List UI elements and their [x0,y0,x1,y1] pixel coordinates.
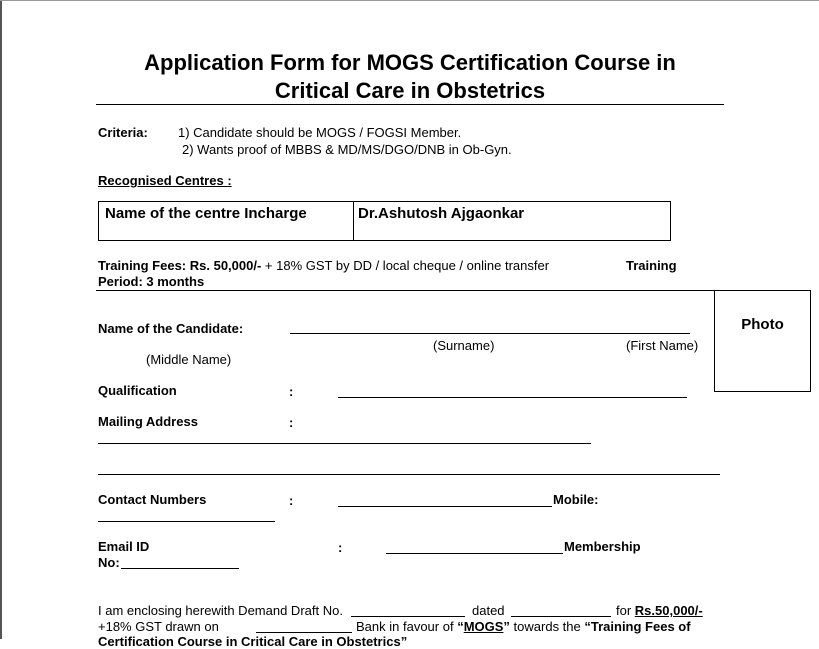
declaration-line-3: Certification Course in Critical Care in Obstetrics” [98,634,408,649]
fees-line [98,258,549,273]
first-name-caption: (First Name) [626,338,699,353]
email-field[interactable] [386,553,563,554]
photo-box [714,290,811,392]
quote-close: ” [503,619,510,634]
email-label: Email ID [98,539,150,554]
recognised-centres-heading: Recognised Centres : [98,173,232,188]
quote-open: “ [457,619,464,634]
declaration-line-1 [98,603,343,618]
gst-drawn-text: +18% GST drawn on [98,619,219,634]
candidate-name-field[interactable] [290,333,690,334]
mailing-address-colon: : [289,415,294,430]
photo-label: Photo [741,316,784,333]
fees-rule [96,290,715,291]
middle-name-caption: (Middle Name) [146,352,232,367]
page-edge-top [0,0,819,1]
fees-detail: + 18% GST by DD / local cheque / online transfer [264,258,550,273]
training-word: Training [626,258,677,273]
contact-numbers-colon: : [289,493,294,508]
contact-numbers-label: Contact Numbers [98,492,207,507]
for-text: for [616,603,632,618]
amount-value: Rs.50,000/- [634,603,703,618]
membership-no-field[interactable] [121,568,239,569]
surname-caption: (Surname) [433,338,495,353]
mailing-address-field-1[interactable] [98,443,591,444]
criteria-label: Criteria: [98,125,148,140]
criteria-item-2: 2) Wants proof of MBBS & MD/MS/DGO/DNB in Ob-Gyn. [182,142,512,157]
qualification-colon: : [289,384,294,399]
qualification-label: Qualification [98,383,177,398]
mailing-address-field-2[interactable] [98,474,720,475]
criteria-item-1: 1) Candidate should be MOGS / FOGSI Member. [178,125,462,140]
training-period: Period: 3 months [98,274,205,289]
bank-name-field[interactable] [256,632,352,633]
form-title-line1: Application Form for MOGS Certification Course in [144,50,676,75]
email-colon: : [338,540,343,555]
mailing-address-label: Mailing Address [98,414,198,429]
incharge-label: Name of the centre Incharge [105,205,307,222]
mobile-label: Mobile: [553,492,599,507]
membership-label: Membership [564,539,641,554]
centre-incharge-table [98,201,671,241]
table-divider [353,202,354,240]
mogs-text: MOGS [463,619,504,634]
membership-no-label: No: [98,555,120,570]
amount-text [616,603,703,618]
contact-numbers-field[interactable] [338,506,552,507]
dd-text: I am enclosing herewith Demand Draft No. [98,603,343,618]
dd-number-field[interactable] [351,616,465,617]
dated-text: dated [472,603,505,618]
towards-text: towards the [513,619,581,634]
incharge-value: Dr.Ashutosh Ajgaonkar [358,205,525,222]
dd-date-field[interactable] [511,616,611,617]
candidate-name-label: Name of the Candidate: [98,321,244,336]
form-title-line2: Critical Care in Obstetrics [274,78,546,103]
qualification-field[interactable] [338,397,687,398]
favour-text: Bank in favour of [356,619,454,634]
declaration-line-2 [356,619,691,634]
mobile-field[interactable] [98,521,275,522]
fees-quote-text: “Training Fees of [584,619,691,634]
page-edge [0,0,2,639]
title-rule [96,104,724,105]
fees-label: Training Fees: Rs. 50,000/- [98,258,262,273]
